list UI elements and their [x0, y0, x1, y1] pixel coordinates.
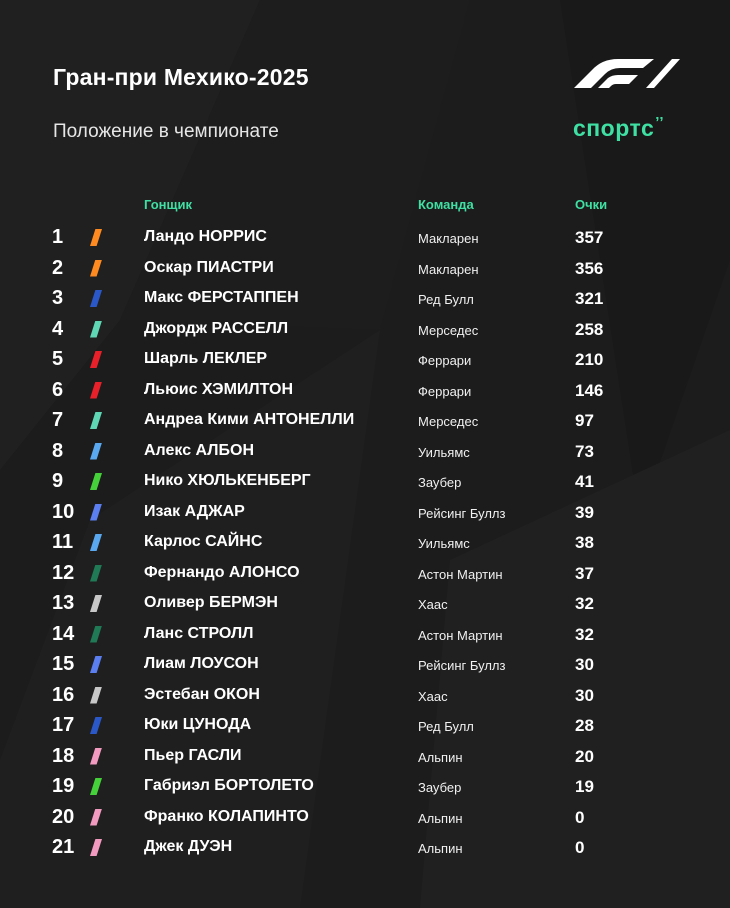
page-subtitle: Положение в чемпионате: [53, 121, 279, 142]
team-name: Уильямс: [418, 444, 470, 460]
table-row: [0, 253, 730, 284]
table-row: [0, 436, 730, 467]
team-name: Альпин: [418, 841, 463, 856]
position-number: 11: [52, 531, 74, 553]
driver-name: Франко КОЛАПИНТО: [144, 807, 309, 825]
table-row: [0, 771, 730, 802]
team-color-icon: [90, 717, 102, 734]
position-number: 8: [52, 439, 64, 462]
team-color-icon: [90, 626, 102, 643]
driver-name: Макс ФЕРСТАППЕН: [144, 289, 299, 306]
driver-name: Эстебан ОКОН: [144, 685, 260, 703]
position-number: 6: [52, 378, 64, 401]
position-number: 5: [52, 348, 64, 370]
team-color-icon: [90, 290, 102, 307]
team-color-icon: [90, 443, 102, 460]
team-name: Астон Мартин: [418, 627, 503, 643]
table-row: [0, 375, 730, 406]
driver-name: Льюис ХЭМИЛТОН: [144, 380, 293, 398]
table-row: [0, 466, 730, 497]
team-color-icon: [90, 656, 102, 673]
points-value: 146: [575, 380, 604, 400]
points-value: 37: [575, 563, 594, 583]
points-value: 210: [575, 350, 604, 369]
table-row: [0, 405, 730, 436]
position-number: 3: [52, 287, 64, 309]
team-color-icon: [90, 565, 102, 582]
driver-name: Шарль ЛЕКЛЕР: [144, 350, 268, 367]
driver-name: Джек ДУЭН: [144, 838, 233, 855]
team-name: Заубер: [418, 475, 462, 490]
team-name: Ред Булл: [418, 292, 474, 307]
table-row: [0, 680, 730, 711]
driver-name: Юки ЦУНОДА: [144, 716, 252, 733]
table-row: [0, 832, 730, 863]
points-value: 97: [575, 411, 594, 430]
column-header-team: Команда: [418, 197, 474, 212]
team-name: Феррари: [418, 383, 472, 399]
points-value: 0: [575, 807, 585, 827]
standings-table: [0, 222, 730, 863]
points-value: 28: [575, 716, 594, 735]
f1-logo-icon: [574, 58, 680, 88]
team-color-icon: [90, 382, 102, 399]
points-value: 39: [575, 502, 594, 522]
sport-brand-text: спортс: [573, 115, 655, 141]
points-value: 19: [575, 777, 594, 796]
team-name: Мерседес: [418, 322, 479, 338]
team-color-icon: [90, 839, 102, 856]
driver-name: Андреа Кими АНТОНЕЛЛИ: [144, 411, 355, 428]
position-number: 13: [52, 592, 75, 614]
position-number: 12: [52, 561, 75, 584]
position-number: 14: [52, 622, 75, 645]
team-color-icon: [90, 595, 102, 612]
column-header-driver: Гонщик: [144, 197, 192, 212]
driver-name: Фернандо АЛОНСО: [144, 563, 300, 581]
driver-name: Карлос САЙНС: [144, 533, 263, 550]
position-number: 20: [52, 805, 75, 828]
points-value: 73: [575, 441, 594, 461]
position-number: 1: [52, 226, 64, 248]
team-name: Рейсинг Буллз: [418, 505, 506, 521]
table-row: [0, 710, 730, 741]
table-row: [0, 558, 730, 589]
table-row: [0, 741, 730, 772]
driver-name: Ланс СТРОЛЛ: [144, 624, 254, 642]
column-header-points: Очки: [575, 197, 608, 212]
position-number: 21: [52, 836, 75, 858]
table-row: [0, 344, 730, 375]
position-number: 15: [52, 653, 75, 675]
position-number: 17: [52, 714, 75, 736]
sport-brand-logo: [573, 114, 664, 142]
team-name: Макларен: [418, 231, 479, 246]
position-number: 7: [52, 409, 64, 431]
sport-brand-tick: ’’: [655, 114, 665, 131]
team-name: Альпин: [418, 810, 463, 826]
driver-name: Ландо НОРРИС: [144, 228, 267, 245]
driver-name: Пьер ГАСЛИ: [144, 746, 242, 764]
team-name: Астон Мартин: [418, 566, 503, 582]
team-color-icon: [90, 809, 102, 826]
points-value: 30: [575, 685, 594, 705]
team-name: Хаас: [418, 688, 448, 704]
team-name: Рейсинг Буллз: [418, 658, 506, 673]
team-color-icon: [90, 412, 102, 429]
team-name: Заубер: [418, 780, 462, 795]
driver-name: Габриэл БОРТОЛЕТО: [144, 777, 314, 794]
table-row: [0, 222, 730, 253]
points-value: 356: [575, 258, 604, 278]
position-number: 2: [52, 256, 64, 279]
points-value: 30: [575, 655, 594, 674]
team-color-icon: [90, 778, 102, 795]
table-row: [0, 283, 730, 314]
points-value: 41: [575, 472, 594, 491]
team-name: Хаас: [418, 597, 448, 612]
points-value: 258: [575, 319, 604, 339]
table-row: [0, 527, 730, 558]
team-name: Уильямс: [418, 536, 470, 551]
table-row: [0, 802, 730, 833]
table-row: [0, 314, 730, 345]
team-name: Мерседес: [418, 414, 479, 429]
table-row: [0, 619, 730, 650]
team-color-icon: [90, 351, 102, 368]
points-value: 321: [575, 289, 604, 308]
position-number: 19: [52, 775, 75, 797]
position-number: 18: [52, 744, 75, 767]
table-row: [0, 497, 730, 528]
driver-name: Оливер БЕРМЭН: [144, 594, 278, 611]
position-number: 16: [52, 683, 75, 706]
team-color-icon: [90, 260, 102, 277]
position-number: 9: [52, 470, 64, 492]
team-name: Альпин: [418, 749, 463, 765]
team-color-icon: [90, 504, 102, 521]
position-number: 4: [52, 317, 64, 340]
page-title: Гран-при Мехико-2025: [53, 64, 309, 90]
team-color-icon: [90, 534, 102, 551]
points-value: 0: [575, 838, 585, 857]
team-name: Макларен: [418, 261, 479, 277]
driver-name: Лиам ЛОУСОН: [144, 655, 259, 672]
points-value: 32: [575, 624, 594, 644]
driver-name: Оскар ПИАСТРИ: [144, 258, 274, 276]
points-value: 32: [575, 594, 594, 613]
team-color-icon: [90, 687, 102, 704]
team-color-icon: [90, 321, 102, 338]
points-value: 38: [575, 533, 594, 552]
driver-name: Алекс АЛБОН: [144, 441, 255, 459]
points-value: 20: [575, 746, 594, 766]
team-name: Ред Булл: [418, 719, 474, 734]
driver-name: Нико ХЮЛЬКЕНБЕРГ: [144, 472, 311, 489]
table-row: [0, 588, 730, 619]
team-name: Феррари: [418, 353, 472, 368]
table-row: [0, 649, 730, 680]
team-color-icon: [90, 473, 102, 490]
team-color-icon: [90, 748, 102, 765]
driver-name: Джордж РАССЕЛЛ: [144, 319, 289, 337]
driver-name: Изак АДЖАР: [144, 502, 245, 520]
points-value: 357: [575, 228, 604, 247]
team-color-icon: [90, 229, 102, 246]
position-number: 10: [52, 500, 75, 523]
